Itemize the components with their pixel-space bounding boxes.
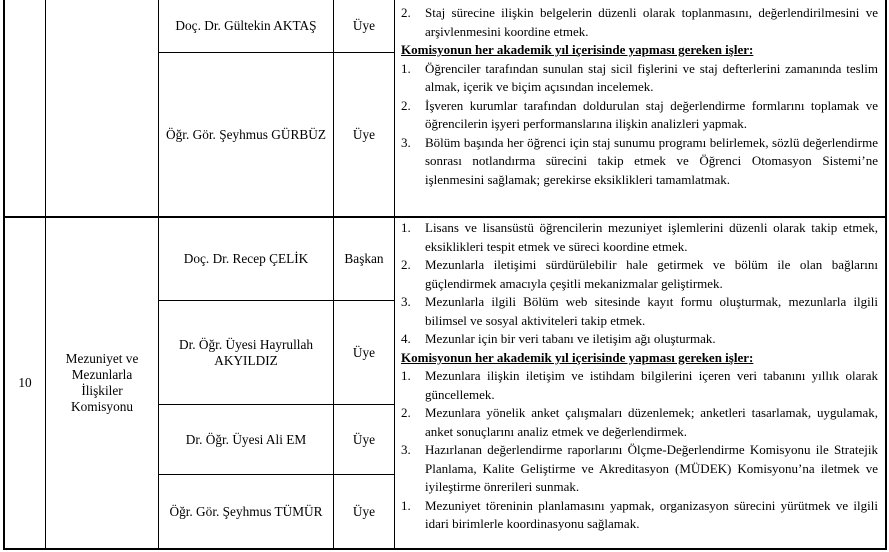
duty-text: Mezunlara ilişkin iletişim ve istihdam bilgilerini içeren veri tabanını yıllık olarak güncellemek. <box>425 368 878 402</box>
row-number <box>5 218 45 548</box>
duty-item <box>401 497 878 534</box>
member-name-text: Doç. Dr. Gültekin AKTAŞ <box>175 18 317 33</box>
duty-number: 2. <box>401 405 411 420</box>
col-divider-4 <box>394 0 395 549</box>
table-border-right <box>885 0 887 549</box>
member-name-text: Öğr. Gör. Şeyhmus TÜMÜR <box>169 503 323 519</box>
member-role-text: Üye <box>352 126 376 142</box>
duty-number: 1. <box>401 220 411 235</box>
duty-text: Mezunlarla ilgili Bölüm web sitesinde kayıt formu oluşturmak, mezunlarla ilgili bilimsel ve sosyal aktiviteleri takip etmek. <box>425 294 878 328</box>
duty-item <box>401 219 878 256</box>
duty-text: Mezunlarla iletişimi sürdürülebilir hale getirmek ve bölüm ile olan bağlarını güçlendirmek amacıyla çeşitli mekanizmalar geliştirmek. <box>425 257 878 291</box>
duty-text: İşveren kurumlar tarafından doldurulan staj değerlendirme formlarını toplamak ve öğrencilerin işyeri performanslarına ilişkin analizleri yapmak. <box>425 97 878 131</box>
duty-item <box>401 134 878 190</box>
duty-number: 4. <box>401 331 411 346</box>
duty-text: Öğrenciler tarafından sunulan staj sicil fişlerini ve staj defterlerini zamanında teslim almak, içerik ve biçim açısından incelemek. <box>425 60 878 94</box>
member-name-text: Dr. Öğr. Üyesi Hayrullah AKYILDIZ <box>178 336 314 368</box>
duty-number: 3. <box>401 134 411 150</box>
table-border-bottom <box>3 548 887 550</box>
duty-text: Mezuniyet töreninin planlamasını yapmak, organizasyon sürecini yürütmek ve ilgili idari birimlerle koordinasyonu sağlamak. <box>425 497 878 531</box>
duty-text: Staj sürecine ilişkin belgelerin düzenli olarak toplanmasını, değerlendirilmesini ve arşivlenmesini koordine etmek. <box>425 5 878 39</box>
duty-text: Hazırlanan değerlendirme raporlarını Ölçme-Değerlendirme Komisyonu ile Stratejik Planlama, Kalite Geliştirme ve Akreditasyon (MÜDEK) Komisyonu’na iletmek ve iyileştirme önrerileri sunmak. <box>425 442 878 494</box>
duty-item <box>401 4 878 41</box>
member-name-akyildiz <box>160 301 332 404</box>
duty-text: Mezunlar için bir veri tabanı ve iletişim ağı oluşturmak. <box>425 331 716 346</box>
duty-number: 2. <box>401 5 411 20</box>
col-divider-2 <box>158 0 159 549</box>
upper-duties <box>401 4 878 189</box>
duty-number: 1. <box>401 368 411 383</box>
member-name-text: Öğr. Gör. Şeyhmus GÜRBÜZ <box>166 126 326 142</box>
member-role-gurbuz <box>335 53 393 216</box>
duty-item <box>401 367 878 404</box>
duty-item <box>401 441 878 497</box>
member-name-text: Doç. Dr. Recep ÇELİK <box>183 251 309 266</box>
duty-item <box>401 404 878 441</box>
commission-name <box>52 218 152 548</box>
duty-item <box>401 330 878 349</box>
member-role-text: Başkan <box>344 251 384 266</box>
member-role-text: Üye <box>352 18 376 33</box>
duty-number: 1. <box>401 60 411 76</box>
member-role-aktas <box>335 0 393 52</box>
col-divider-3 <box>333 0 334 549</box>
duty-text: Bölüm başında her öğrenci için staj sunumu programı belirlemek, sözlü değerlendirme sonrası notlandırma sürecini takip etmek ve Öğrenci Otomasyon Sistemi’ne işlenmesini sağlamak; gerekirse eksiklikleri tamamlatmak. <box>425 134 878 187</box>
member-role-em <box>335 405 393 474</box>
duty-number: 2. <box>401 257 411 272</box>
col-divider-1 <box>45 0 46 549</box>
member-name-tumur <box>160 475 332 548</box>
duty-number: 2. <box>401 97 411 113</box>
member-name-em <box>160 405 332 474</box>
duty-text: Lisans ve lisansüstü öğrencilerin mezuniyet işlemlerini düzenli olarak takip etmek, eksiklikleri tespit etmek ve süreci koordine etmek. <box>425 220 878 254</box>
annual-duties-heading: Komisyonun her akademik yıl içerisinde yapması gereken işler: <box>401 42 754 57</box>
lower-duties <box>401 219 878 534</box>
commission-name-text: Mezuniyet ve Mezunlarla İlişkiler Komisyonu <box>65 351 139 414</box>
duty-text: Mezunlara yönelik anket çalışmaları düzenlemek; anketleri tasarlamak, uygulamak, anket sonuçlarını analiz etmek ve değerlendirmek. <box>425 405 878 439</box>
member-name-aktas <box>160 0 332 52</box>
member-role-text: Üye <box>352 344 376 360</box>
duty-item <box>401 256 878 293</box>
member-role-tumur <box>335 475 393 548</box>
duty-number: 3. <box>401 442 411 457</box>
duty-number: 3. <box>401 294 411 309</box>
member-name-text: Dr. Öğr. Üyesi Ali EM <box>185 431 307 447</box>
member-role-akyildiz <box>335 301 393 404</box>
annual-duties-heading: Komisyonun her akademik yıl içerisinde yapması gereken işler: <box>401 349 754 365</box>
duty-item <box>401 293 878 330</box>
member-role-celik <box>335 218 393 300</box>
row-number-text: 10 <box>18 375 32 390</box>
member-role-text: Üye <box>352 503 376 519</box>
duty-number: 1. <box>401 497 411 513</box>
duty-item <box>401 60 878 97</box>
member-name-celik <box>160 218 332 300</box>
duty-item <box>401 97 878 134</box>
member-name-gurbuz <box>160 53 332 216</box>
member-role-text: Üye <box>352 431 376 447</box>
